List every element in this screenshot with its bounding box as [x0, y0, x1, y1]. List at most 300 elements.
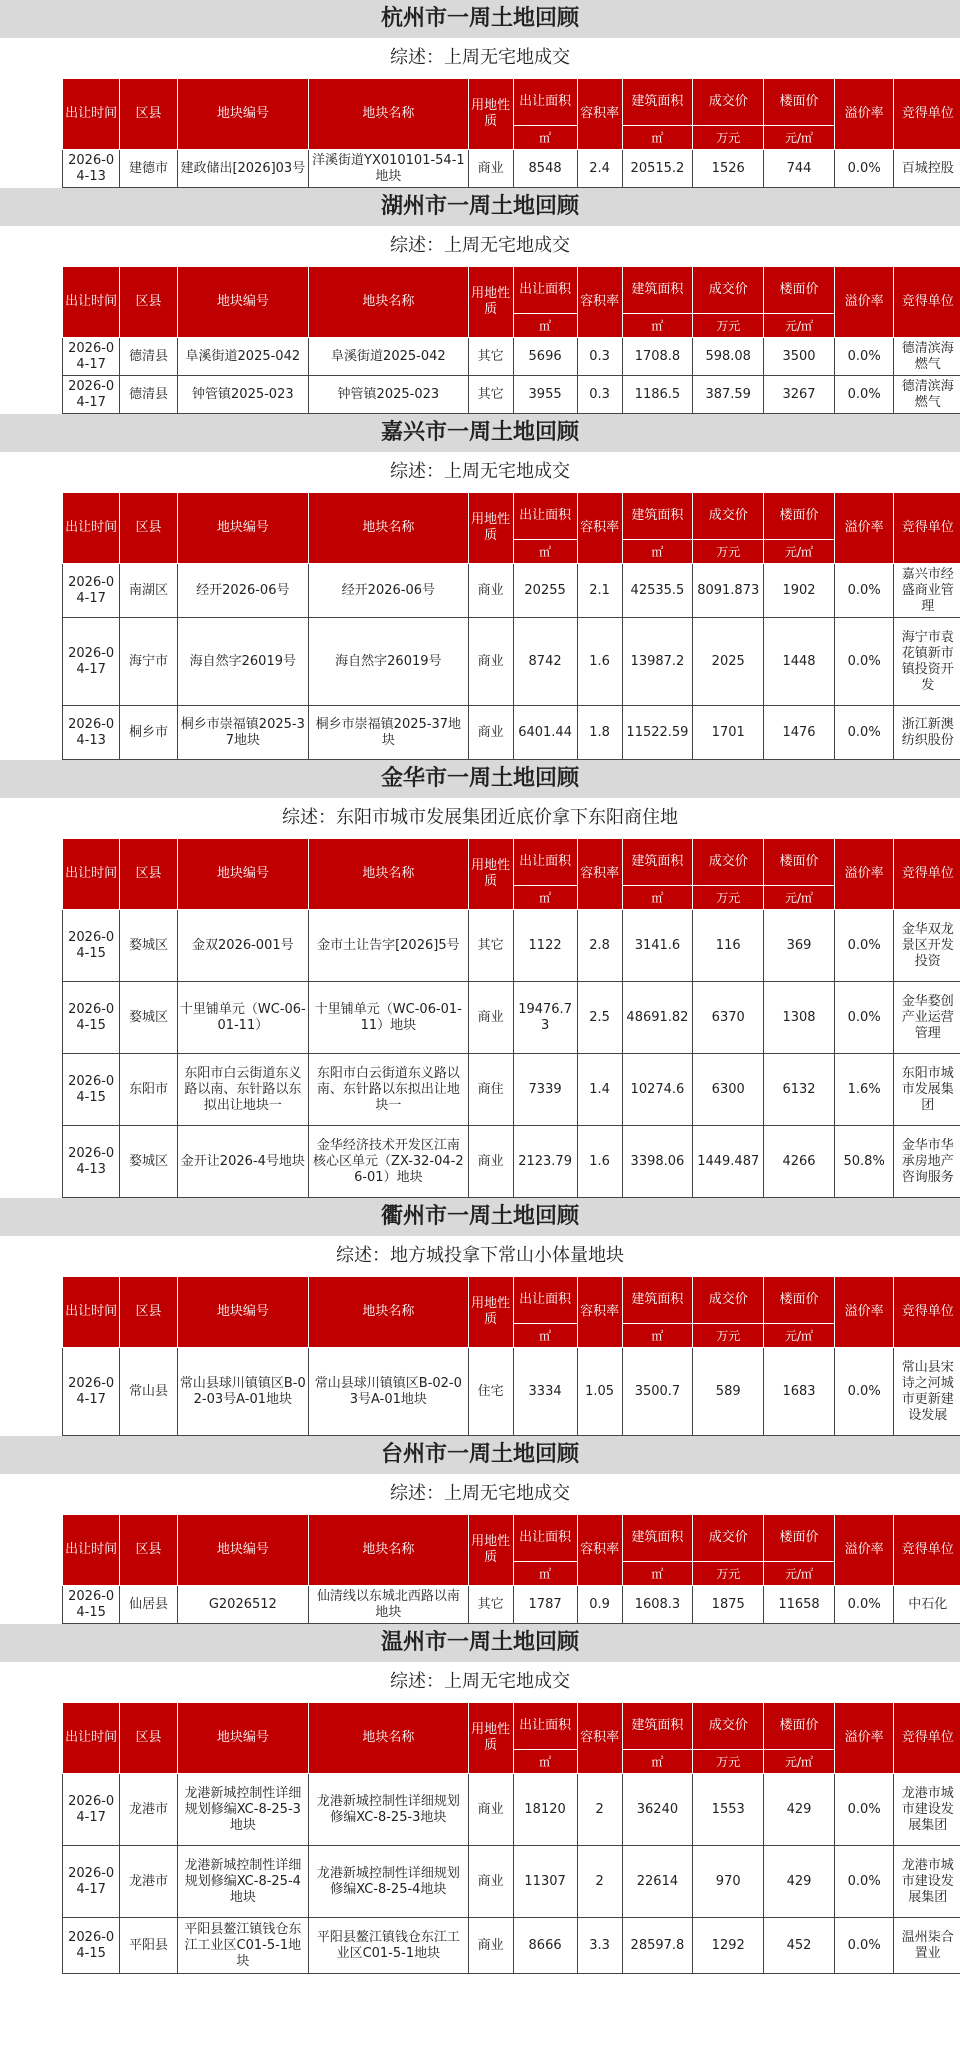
header-use: 用地性质	[468, 1515, 513, 1586]
cell-name: 十里铺单元（WC-06-01-11）地块	[309, 982, 469, 1054]
cell-area: 3334	[513, 1348, 577, 1436]
table-row	[63, 564, 960, 618]
header-date: 出让时间	[63, 1703, 120, 1774]
section-summary: 综述：上周无宅地成交	[390, 235, 570, 256]
cell-premium: 50.8%	[834, 1126, 894, 1198]
cell-price: 6370	[693, 982, 764, 1054]
header-county: 区县	[120, 267, 177, 338]
cell-date: 2026-04-13	[63, 1126, 120, 1198]
cell-price: 2025	[693, 618, 764, 706]
header-date: 出让时间	[63, 79, 120, 150]
cell-floor: 3267	[764, 376, 835, 414]
header-row	[63, 493, 960, 540]
cell-code: 阜溪街道2025-042	[177, 338, 308, 376]
cell-floor: 429	[764, 1774, 835, 1846]
header-premium: 溢价率	[834, 493, 894, 564]
header-area: 出让面积	[513, 267, 577, 314]
cell-name: 常山县球川镇镇区B-02-03号A-01地块	[309, 1348, 469, 1436]
cell-far: 2	[577, 1846, 622, 1918]
table-row	[63, 1348, 960, 1436]
cell-price: 1449.487	[693, 1126, 764, 1198]
cell-winner: 常山县宋诗之河城市更新建设发展	[894, 1348, 960, 1436]
cell-winner: 德清滨海燃气	[894, 338, 960, 376]
cell-name: 洋溪街道YX010101-54-1地块	[309, 150, 469, 188]
cell-floor: 369	[764, 910, 835, 982]
cell-use: 其它	[468, 910, 513, 982]
header-use: 用地性质	[468, 267, 513, 338]
header-unit-area: ㎡	[513, 886, 577, 910]
table-row	[63, 1126, 960, 1198]
cell-date: 2026-04-13	[63, 706, 120, 760]
cell-floor: 452	[764, 1918, 835, 1974]
header-area: 出让面积	[513, 1515, 577, 1562]
header-floor: 楼面价	[764, 1515, 835, 1562]
cell-floor: 11658	[764, 1586, 835, 1624]
header-area: 出让面积	[513, 79, 577, 126]
cell-date: 2026-04-17	[63, 1846, 120, 1918]
cell-premium: 0.0%	[834, 706, 894, 760]
header-winner: 竞得单位	[894, 1515, 960, 1586]
section-summary: 综述：上周无宅地成交	[390, 1671, 570, 1692]
header-use: 用地性质	[468, 1277, 513, 1348]
cell-far: 0.3	[577, 338, 622, 376]
cell-floor: 3500	[764, 338, 835, 376]
header-price: 成交价	[693, 267, 764, 314]
header-unit-price: 万元	[693, 540, 764, 564]
cell-premium: 0.0%	[834, 1348, 894, 1436]
cell-winner: 浙江新澳纺织股份	[894, 706, 960, 760]
cell-floor: 744	[764, 150, 835, 188]
cell-area: 19476.73	[513, 982, 577, 1054]
cell-area: 1787	[513, 1586, 577, 1624]
header-floor: 楼面价	[764, 79, 835, 126]
cell-date: 2026-04-15	[63, 1586, 120, 1624]
cell-date: 2026-04-15	[63, 982, 120, 1054]
cell-name: 桐乡市崇福镇2025-37地块	[309, 706, 469, 760]
land-transaction-table	[62, 1702, 960, 1974]
header-code: 地块编号	[177, 493, 308, 564]
header-use: 用地性质	[468, 839, 513, 910]
cell-code: 建政储出[2026]03号	[177, 150, 308, 188]
table-row	[63, 1774, 960, 1846]
cell-price: 1875	[693, 1586, 764, 1624]
cell-county: 桐乡市	[120, 706, 177, 760]
header-price: 成交价	[693, 1515, 764, 1562]
cell-build: 1608.3	[622, 1586, 693, 1624]
header-unit-floor: 元/㎡	[764, 886, 835, 910]
cell-build: 1186.5	[622, 376, 693, 414]
cell-price: 1701	[693, 706, 764, 760]
cell-premium: 0.0%	[834, 1586, 894, 1624]
cell-winner: 海宁市袁花镇新市镇投资开发	[894, 618, 960, 706]
cell-area: 11307	[513, 1846, 577, 1918]
cell-use: 其它	[468, 338, 513, 376]
header-unit-floor: 元/㎡	[764, 1324, 835, 1348]
section-summary: 综述：上周无宅地成交	[390, 1483, 570, 1504]
header-price: 成交价	[693, 79, 764, 126]
header-floor: 楼面价	[764, 1277, 835, 1324]
header-unit-build: ㎡	[622, 1562, 693, 1586]
cell-date: 2026-04-17	[63, 564, 120, 618]
cell-build: 3500.7	[622, 1348, 693, 1436]
table-row	[63, 376, 960, 414]
cell-area: 2123.79	[513, 1126, 577, 1198]
cell-floor: 429	[764, 1846, 835, 1918]
cell-area: 18120	[513, 1774, 577, 1846]
header-unit-build: ㎡	[622, 1324, 693, 1348]
header-premium: 溢价率	[834, 267, 894, 338]
section-summary: 综述：地方城投拿下常山小体量地块	[336, 1245, 624, 1266]
header-build: 建筑面积	[622, 839, 693, 886]
cell-far: 0.3	[577, 376, 622, 414]
cell-date: 2026-04-15	[63, 910, 120, 982]
header-floor: 楼面价	[764, 1703, 835, 1750]
cell-county: 德清县	[120, 338, 177, 376]
cell-build: 10274.6	[622, 1054, 693, 1126]
header-unit-floor: 元/㎡	[764, 1562, 835, 1586]
cell-build: 36240	[622, 1774, 693, 1846]
header-name: 地块名称	[309, 493, 469, 564]
cell-winner: 温州柒合置业	[894, 1918, 960, 1974]
cell-code: 东阳市白云街道东义路以南、东针路以东拟出让地块一	[177, 1054, 308, 1126]
header-name: 地块名称	[309, 267, 469, 338]
cell-code: 钟管镇2025-023	[177, 376, 308, 414]
cell-use: 商业	[468, 150, 513, 188]
cell-county: 建德市	[120, 150, 177, 188]
cell-date: 2026-04-15	[63, 1054, 120, 1126]
header-premium: 溢价率	[834, 1277, 894, 1348]
header-price: 成交价	[693, 1277, 764, 1324]
cell-premium: 0.0%	[834, 564, 894, 618]
header-unit-floor: 元/㎡	[764, 126, 835, 150]
section-summary: 综述：上周无宅地成交	[390, 47, 570, 68]
cell-price: 1526	[693, 150, 764, 188]
land-transaction-table	[62, 78, 960, 188]
cell-premium: 0.0%	[834, 982, 894, 1054]
cell-code: 金开让2026-4号地块	[177, 1126, 308, 1198]
cell-area: 3955	[513, 376, 577, 414]
cell-far: 0.9	[577, 1586, 622, 1624]
header-premium: 溢价率	[834, 1703, 894, 1774]
cell-premium: 0.0%	[834, 1918, 894, 1974]
cell-area: 6401.44	[513, 706, 577, 760]
header-row	[63, 1515, 960, 1562]
cell-far: 1.6	[577, 618, 622, 706]
header-far: 容积率	[577, 79, 622, 150]
header-premium: 溢价率	[834, 839, 894, 910]
header-price: 成交价	[693, 839, 764, 886]
header-far: 容积率	[577, 267, 622, 338]
header-floor: 楼面价	[764, 267, 835, 314]
header-winner: 竞得单位	[894, 1703, 960, 1774]
cell-county: 德清县	[120, 376, 177, 414]
header-unit-floor: 元/㎡	[764, 314, 835, 338]
cell-code: 金双2026-001号	[177, 910, 308, 982]
cell-price: 1292	[693, 1918, 764, 1974]
header-far: 容积率	[577, 1277, 622, 1348]
header-build: 建筑面积	[622, 79, 693, 126]
cell-use: 商住	[468, 1054, 513, 1126]
cell-code: 海自然字26019号	[177, 618, 308, 706]
header-unit-build: ㎡	[622, 1750, 693, 1774]
section-title: 衢州市一周土地回顾	[0, 1198, 960, 1236]
header-premium: 溢价率	[834, 79, 894, 150]
header-name: 地块名称	[309, 839, 469, 910]
cell-county: 仙居县	[120, 1586, 177, 1624]
header-name: 地块名称	[309, 1515, 469, 1586]
cell-name: 平阳县鳌江镇钱仓东江工业区C01-5-1地块	[309, 1918, 469, 1974]
header-county: 区县	[120, 1277, 177, 1348]
cell-far: 1.6	[577, 1126, 622, 1198]
header-unit-build: ㎡	[622, 314, 693, 338]
header-winner: 竞得单位	[894, 79, 960, 150]
section-title: 台州市一周土地回顾	[0, 1436, 960, 1474]
header-unit-area: ㎡	[513, 1750, 577, 1774]
cell-floor: 1476	[764, 706, 835, 760]
section-summary: 综述：上周无宅地成交	[390, 461, 570, 482]
header-county: 区县	[120, 493, 177, 564]
cell-winner: 德清滨海燃气	[894, 376, 960, 414]
header-unit-floor: 元/㎡	[764, 540, 835, 564]
cell-code: G2026512	[177, 1586, 308, 1624]
cell-winner: 龙港市城市建设发展集团	[894, 1846, 960, 1918]
land-transaction-table	[62, 1514, 960, 1624]
cell-area: 5696	[513, 338, 577, 376]
cell-winner: 龙港市城市建设发展集团	[894, 1774, 960, 1846]
header-area: 出让面积	[513, 493, 577, 540]
header-build: 建筑面积	[622, 1277, 693, 1324]
cell-premium: 0.0%	[834, 1774, 894, 1846]
table-row	[63, 1918, 960, 1974]
header-unit-area: ㎡	[513, 540, 577, 564]
header-code: 地块编号	[177, 1703, 308, 1774]
cell-county: 婺城区	[120, 982, 177, 1054]
cell-use: 住宅	[468, 1348, 513, 1436]
header-unit-area: ㎡	[513, 1562, 577, 1586]
cell-use: 商业	[468, 982, 513, 1054]
cell-premium: 0.0%	[834, 376, 894, 414]
cell-use: 商业	[468, 1126, 513, 1198]
table-row	[63, 706, 960, 760]
cell-build: 20515.2	[622, 150, 693, 188]
cell-code: 平阳县鳌江镇钱仓东江工业区C01-5-1地块	[177, 1918, 308, 1974]
header-winner: 竞得单位	[894, 839, 960, 910]
cell-date: 2026-04-17	[63, 338, 120, 376]
cell-code: 经开2026-06号	[177, 564, 308, 618]
cell-build: 42535.5	[622, 564, 693, 618]
header-far: 容积率	[577, 839, 622, 910]
header-county: 区县	[120, 839, 177, 910]
header-unit-price: 万元	[693, 1562, 764, 1586]
cell-price: 6300	[693, 1054, 764, 1126]
cell-build: 22614	[622, 1846, 693, 1918]
cell-date: 2026-04-17	[63, 376, 120, 414]
cell-area: 8742	[513, 618, 577, 706]
header-unit-build: ㎡	[622, 886, 693, 910]
cell-floor: 4266	[764, 1126, 835, 1198]
cell-name: 钟管镇2025-023	[309, 376, 469, 414]
cell-price: 589	[693, 1348, 764, 1436]
header-build: 建筑面积	[622, 1515, 693, 1562]
cell-date: 2026-04-17	[63, 1774, 120, 1846]
table-row	[63, 982, 960, 1054]
cell-county: 龙港市	[120, 1846, 177, 1918]
cell-far: 1.4	[577, 1054, 622, 1126]
cell-name: 龙港新城控制性详细规划修编XC-8-25-3地块	[309, 1774, 469, 1846]
cell-use: 商业	[468, 1846, 513, 1918]
cell-name: 经开2026-06号	[309, 564, 469, 618]
header-unit-price: 万元	[693, 126, 764, 150]
header-price: 成交价	[693, 493, 764, 540]
header-winner: 竞得单位	[894, 493, 960, 564]
cell-price: 387.59	[693, 376, 764, 414]
cell-code: 十里铺单元（WC-06-01-11）	[177, 982, 308, 1054]
header-build: 建筑面积	[622, 493, 693, 540]
cell-code: 龙港新城控制性详细规划修编XC-8-25-4 地块	[177, 1846, 308, 1918]
cell-winner: 金华婺创产业运营管理	[894, 982, 960, 1054]
cell-date: 2026-04-17	[63, 618, 120, 706]
header-row	[63, 1277, 960, 1324]
section-title: 湖州市一周土地回顾	[0, 188, 960, 226]
cell-far: 1.8	[577, 706, 622, 760]
land-transaction-table	[62, 266, 960, 414]
cell-use: 商业	[468, 564, 513, 618]
cell-far: 2	[577, 1774, 622, 1846]
header-use: 用地性质	[468, 79, 513, 150]
cell-code: 常山县球川镇镇区B-02-03号A-01地块	[177, 1348, 308, 1436]
land-transaction-table	[62, 1276, 960, 1436]
cell-price: 8091.873	[693, 564, 764, 618]
cell-premium: 0.0%	[834, 338, 894, 376]
header-unit-price: 万元	[693, 1750, 764, 1774]
cell-premium: 0.0%	[834, 150, 894, 188]
header-county: 区县	[120, 1515, 177, 1586]
table-row	[63, 338, 960, 376]
cell-price: 970	[693, 1846, 764, 1918]
header-unit-build: ㎡	[622, 126, 693, 150]
cell-floor: 1902	[764, 564, 835, 618]
header-price: 成交价	[693, 1703, 764, 1750]
header-premium: 溢价率	[834, 1515, 894, 1586]
header-use: 用地性质	[468, 1703, 513, 1774]
cell-far: 1.05	[577, 1348, 622, 1436]
table-row	[63, 910, 960, 982]
cell-floor: 1448	[764, 618, 835, 706]
header-row	[63, 839, 960, 886]
table-row	[63, 150, 960, 188]
cell-use: 其它	[468, 1586, 513, 1624]
cell-premium: 0.0%	[834, 910, 894, 982]
header-unit-area: ㎡	[513, 314, 577, 338]
cell-county: 常山县	[120, 1348, 177, 1436]
cell-area: 8666	[513, 1918, 577, 1974]
header-unit-area: ㎡	[513, 1324, 577, 1348]
header-row	[63, 267, 960, 314]
cell-build: 48691.82	[622, 982, 693, 1054]
header-far: 容积率	[577, 1515, 622, 1586]
header-floor: 楼面价	[764, 839, 835, 886]
section-title: 嘉兴市一周土地回顾	[0, 414, 960, 452]
header-unit-price: 万元	[693, 314, 764, 338]
header-area: 出让面积	[513, 839, 577, 886]
header-unit-build: ㎡	[622, 540, 693, 564]
cell-winner: 金华市华承房地产咨询服务	[894, 1126, 960, 1198]
cell-floor: 1683	[764, 1348, 835, 1436]
cell-use: 商业	[468, 1918, 513, 1974]
cell-winner: 中石化	[894, 1586, 960, 1624]
header-winner: 竞得单位	[894, 1277, 960, 1348]
cell-build: 3398.06	[622, 1126, 693, 1198]
cell-premium: 1.6%	[834, 1054, 894, 1126]
cell-price: 116	[693, 910, 764, 982]
header-row	[63, 79, 960, 126]
cell-use: 商业	[468, 1774, 513, 1846]
cell-date: 2026-04-17	[63, 1348, 120, 1436]
cell-code: 龙港新城控制性详细规划修编XC-8-25-3 地块	[177, 1774, 308, 1846]
header-date: 出让时间	[63, 839, 120, 910]
header-unit-area: ㎡	[513, 126, 577, 150]
cell-name: 龙港新城控制性详细规划修编XC-8-25-4地块	[309, 1846, 469, 1918]
header-row	[63, 1703, 960, 1750]
header-name: 地块名称	[309, 1277, 469, 1348]
header-build: 建筑面积	[622, 1703, 693, 1750]
cell-county: 龙港市	[120, 1774, 177, 1846]
cell-price: 1553	[693, 1774, 764, 1846]
cell-price: 598.08	[693, 338, 764, 376]
cell-winner: 金华双龙景区开发投资	[894, 910, 960, 982]
header-code: 地块编号	[177, 267, 308, 338]
cell-floor: 6132	[764, 1054, 835, 1126]
header-date: 出让时间	[63, 1515, 120, 1586]
header-county: 区县	[120, 1703, 177, 1774]
header-county: 区县	[120, 79, 177, 150]
header-floor: 楼面价	[764, 493, 835, 540]
cell-area: 8548	[513, 150, 577, 188]
cell-far: 2.1	[577, 564, 622, 618]
table-row	[63, 1586, 960, 1624]
cell-name: 金市土让告字[2026]5号	[309, 910, 469, 982]
header-date: 出让时间	[63, 493, 120, 564]
header-name: 地块名称	[309, 1703, 469, 1774]
cell-county: 海宁市	[120, 618, 177, 706]
cell-far: 2.5	[577, 982, 622, 1054]
section-title: 杭州市一周土地回顾	[0, 0, 960, 38]
cell-floor: 1308	[764, 982, 835, 1054]
cell-build: 1708.8	[622, 338, 693, 376]
cell-name: 海自然字26019号	[309, 618, 469, 706]
header-unit-price: 万元	[693, 1324, 764, 1348]
cell-code: 桐乡市崇福镇2025-37地块	[177, 706, 308, 760]
cell-far: 2.8	[577, 910, 622, 982]
cell-winner: 百城控股	[894, 150, 960, 188]
header-date: 出让时间	[63, 1277, 120, 1348]
cell-build: 28597.8	[622, 1918, 693, 1974]
cell-winner: 嘉兴市经盛商业管理	[894, 564, 960, 618]
cell-county: 平阳县	[120, 1918, 177, 1974]
cell-area: 7339	[513, 1054, 577, 1126]
cell-premium: 0.0%	[834, 1846, 894, 1918]
header-far: 容积率	[577, 493, 622, 564]
header-area: 出让面积	[513, 1703, 577, 1750]
header-area: 出让面积	[513, 1277, 577, 1324]
cell-county: 南湖区	[120, 564, 177, 618]
cell-name: 东阳市白云街道东义路以南、东针路以东拟出让地块一	[309, 1054, 469, 1126]
table-row	[63, 1054, 960, 1126]
header-code: 地块编号	[177, 1277, 308, 1348]
header-unit-floor: 元/㎡	[764, 1750, 835, 1774]
header-code: 地块编号	[177, 839, 308, 910]
section-title: 金华市一周土地回顾	[0, 760, 960, 798]
